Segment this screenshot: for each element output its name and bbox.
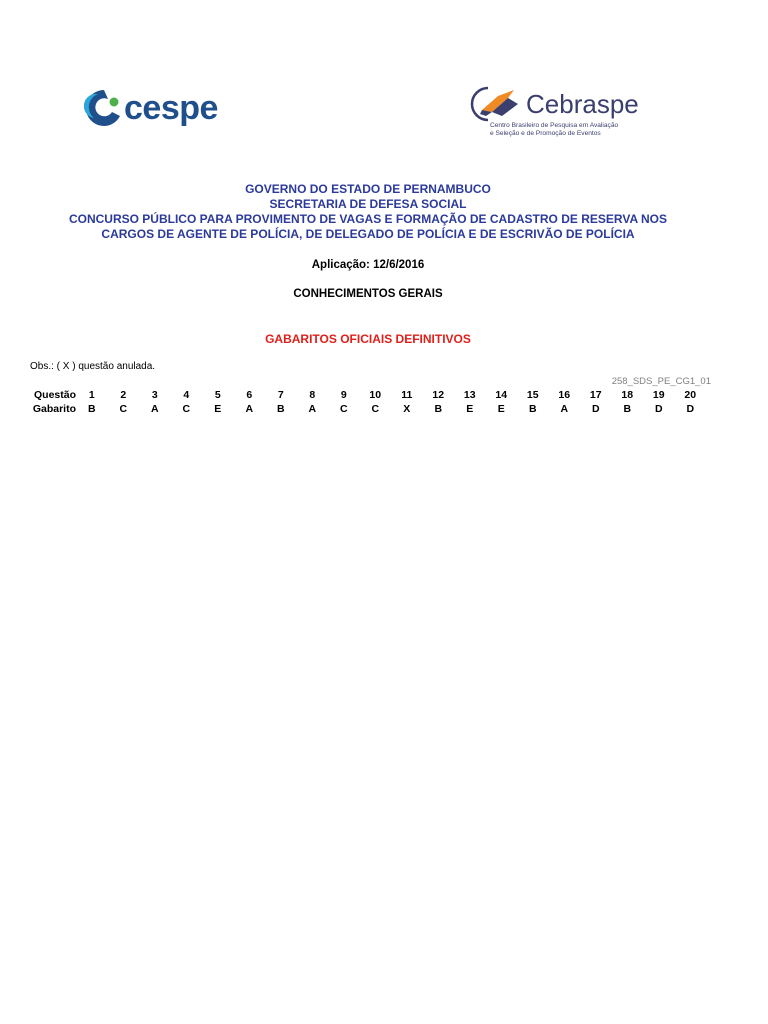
question-number: 3	[151, 389, 158, 401]
question-number: 2	[120, 389, 127, 401]
cebraspe-logo-mark-icon	[468, 84, 526, 124]
answer-letter: E	[214, 403, 222, 415]
cespe-wordmark: cespe	[124, 89, 218, 127]
answer-letter: D	[591, 403, 600, 415]
header-line-concurso: CONCURSO PÚBLICO PARA PROVIMENTO DE VAGAS E FORMAÇÃO DE CADASTRO DE RESERVA NOS	[68, 212, 668, 226]
question-number: 13	[463, 389, 476, 401]
answer-letter: B	[87, 403, 96, 415]
cebraspe-logo	[468, 84, 648, 144]
answer-letter: B	[528, 403, 537, 415]
answer-letter: A	[245, 403, 254, 415]
answer-row	[30, 402, 706, 416]
question-number: 7	[277, 389, 284, 401]
answer-letter: E	[466, 403, 474, 415]
question-number: 8	[309, 389, 316, 401]
document-code: 258_SDS_PE_CG1_01	[611, 376, 711, 387]
answer-letter: A	[308, 403, 317, 415]
question-row	[30, 388, 706, 402]
question-number: 4	[183, 389, 190, 401]
question-number: 1	[88, 389, 95, 401]
cebraspe-tagline-line: e Seleção e de Promoção de Eventos	[490, 130, 601, 137]
cespe-logo	[84, 88, 218, 128]
answer-letter: C	[119, 403, 128, 415]
question-number: 19	[652, 389, 665, 401]
cebraspe-wordmark: Cebraspe	[526, 89, 639, 119]
answer-letter: B	[623, 403, 632, 415]
answer-letter: C	[339, 403, 348, 415]
section-title: CONHECIMENTOS GERAIS	[293, 288, 443, 300]
header-line-government: GOVERNO DO ESTADO DE PERNAMBUCO	[245, 182, 491, 196]
answer-letter: C	[371, 403, 380, 415]
header-line-cargos: CARGOS DE AGENTE DE POLÍCIA, DE DELEGADO DE POLÍCIA E DE ESCRIVÃO DE POLÍCIA	[101, 227, 635, 241]
row-label-questao: Questão	[33, 389, 76, 401]
cebraspe-tagline	[490, 122, 618, 138]
answer-letter: X	[403, 403, 411, 415]
answer-letter: E	[497, 403, 505, 415]
answer-letter: A	[150, 403, 159, 415]
document-header	[0, 182, 736, 242]
answer-letter: D	[686, 403, 695, 415]
cebraspe-tagline-line: Centro Brasileiro de Pesquisa em Avaliação	[490, 122, 619, 129]
application-date: Aplicação: 12/6/2016	[311, 259, 425, 271]
answer-letter: A	[560, 403, 569, 415]
question-number: 18	[621, 389, 634, 401]
document-subtitle: GABARITOS OFICIAIS DEFINITIVOS	[265, 332, 471, 346]
answer-letter: B	[276, 403, 285, 415]
question-number: 17	[589, 389, 602, 401]
header-line-secretaria: SECRETARIA DE DEFESA SOCIAL	[269, 197, 467, 211]
answer-letter: B	[434, 403, 443, 415]
question-number: 6	[246, 389, 253, 401]
answer-letter: D	[654, 403, 663, 415]
question-number: 11	[401, 389, 413, 401]
cespe-logo-mark-icon	[84, 88, 122, 128]
question-number: 5	[214, 389, 221, 401]
question-number: 16	[558, 389, 571, 401]
question-number: 12	[432, 389, 445, 401]
question-number: 15	[526, 389, 539, 401]
question-number: 20	[684, 389, 697, 401]
answer-key-table	[30, 388, 706, 416]
row-label-gabarito: Gabarito	[32, 403, 76, 415]
question-number: 10	[369, 389, 382, 401]
question-number: 9	[340, 389, 347, 401]
question-number: 14	[495, 389, 508, 401]
answer-letter: C	[182, 403, 191, 415]
obs-note: Obs.: ( X ) questão anulada.	[30, 361, 156, 372]
